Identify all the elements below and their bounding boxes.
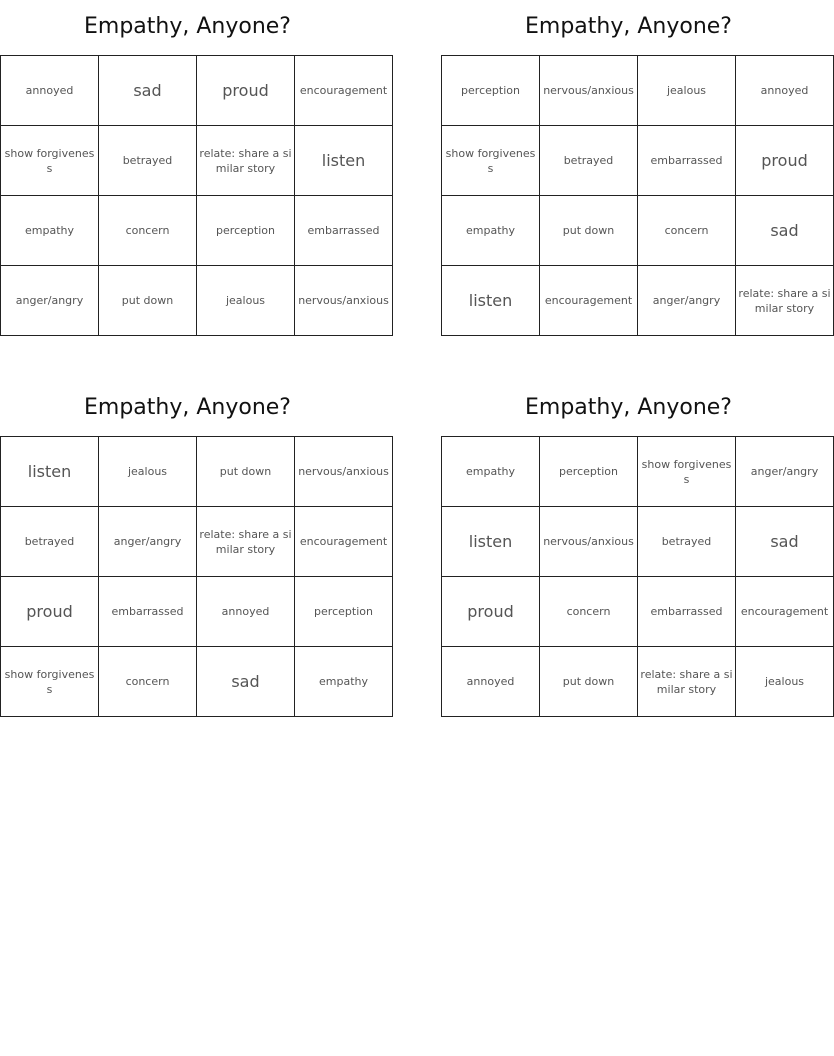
grid-cell: show forgiveness (442, 126, 540, 196)
grid-cell: put down (197, 437, 295, 507)
grid-row (442, 507, 834, 577)
grid-cell: betrayed (99, 126, 197, 196)
grid-row (1, 437, 393, 507)
grid-row (1, 126, 393, 196)
grid-cell: relate: share a similar story (197, 126, 295, 196)
grid-cell: listen (442, 266, 540, 336)
grid-row (1, 577, 393, 647)
bingo-card-2 (441, 0, 831, 315)
bingo-card-3 (0, 381, 389, 696)
grid-cell: jealous (736, 647, 834, 717)
grid-cell: jealous (99, 437, 197, 507)
grid-row (442, 437, 834, 507)
grid-cell: betrayed (638, 507, 736, 577)
grid-row (442, 647, 834, 717)
grid-cell: listen (295, 126, 393, 196)
grid-row (442, 56, 834, 126)
grid-cell: sad (197, 647, 295, 717)
grid-cell: empathy (1, 196, 99, 266)
grid-cell: put down (99, 266, 197, 336)
grid-cell: nervous/anxious (540, 56, 638, 126)
grid-cell: relate: share a similar story (638, 647, 736, 717)
grid-cell: nervous/anxious (295, 437, 393, 507)
grid-cell: encouragement (540, 266, 638, 336)
grid-cell: embarrassed (638, 577, 736, 647)
grid-cell: jealous (638, 56, 736, 126)
grid-cell: anger/angry (736, 437, 834, 507)
grid-cell: relate: share a similar story (736, 266, 834, 336)
grid-cell: empathy (442, 437, 540, 507)
grid-cell: put down (540, 196, 638, 266)
grid-cell: perception (442, 56, 540, 126)
bingo-grid (441, 55, 831, 336)
bingo-grid (0, 436, 389, 717)
grid-cell: concern (99, 196, 197, 266)
grid-row (442, 126, 834, 196)
grid-cell: empathy (442, 196, 540, 266)
grid-cell: embarrassed (295, 196, 393, 266)
grid-cell: jealous (197, 266, 295, 336)
grid-cell: betrayed (540, 126, 638, 196)
grid-cell: perception (197, 196, 295, 266)
grid-cell: encouragement (736, 577, 834, 647)
grid-cell: show forgiveness (638, 437, 736, 507)
grid-row (442, 266, 834, 336)
grid-row (1, 56, 393, 126)
grid-row (1, 647, 393, 717)
grid-cell: embarrassed (99, 577, 197, 647)
grid-cell: anger/angry (638, 266, 736, 336)
bingo-card-1 (0, 0, 389, 307)
card-title: Empathy, Anyone? (525, 395, 732, 420)
grid-cell: betrayed (1, 507, 99, 577)
grid-cell: proud (1, 577, 99, 647)
grid-row (1, 266, 393, 336)
grid-cell: sad (736, 507, 834, 577)
card-title: Empathy, Anyone? (84, 14, 291, 39)
grid-row (442, 577, 834, 647)
grid-cell: encouragement (295, 56, 393, 126)
grid-cell: relate: share a similar story (197, 507, 295, 577)
grid-cell: embarrassed (638, 126, 736, 196)
grid-cell: perception (295, 577, 393, 647)
grid-cell: concern (540, 577, 638, 647)
grid-cell: sad (736, 196, 834, 266)
grid-cell: annoyed (1, 56, 99, 126)
grid-cell: show forgiveness (1, 126, 99, 196)
grid-cell: anger/angry (1, 266, 99, 336)
grid-row (442, 196, 834, 266)
grid-cell: annoyed (736, 56, 834, 126)
grid-cell: concern (99, 647, 197, 717)
bingo-grid (0, 55, 389, 336)
bingo-grid (441, 436, 829, 717)
grid-cell: annoyed (442, 647, 540, 717)
grid-cell: empathy (295, 647, 393, 717)
grid-row (1, 507, 393, 577)
grid-cell: anger/angry (99, 507, 197, 577)
grid-cell: proud (442, 577, 540, 647)
grid-cell: perception (540, 437, 638, 507)
grid-cell: annoyed (197, 577, 295, 647)
card-title: Empathy, Anyone? (525, 14, 732, 39)
bingo-card-4 (441, 381, 829, 696)
grid-cell: nervous/anxious (295, 266, 393, 336)
grid-cell: nervous/anxious (540, 507, 638, 577)
grid-cell: listen (442, 507, 540, 577)
grid-cell: proud (736, 126, 834, 196)
grid-cell: put down (540, 647, 638, 717)
grid-row (1, 196, 393, 266)
grid-cell: concern (638, 196, 736, 266)
grid-cell: listen (1, 437, 99, 507)
grid-cell: sad (99, 56, 197, 126)
grid-cell: encouragement (295, 507, 393, 577)
grid-cell: show forgiveness (1, 647, 99, 717)
grid-cell: proud (197, 56, 295, 126)
card-title: Empathy, Anyone? (84, 395, 291, 420)
